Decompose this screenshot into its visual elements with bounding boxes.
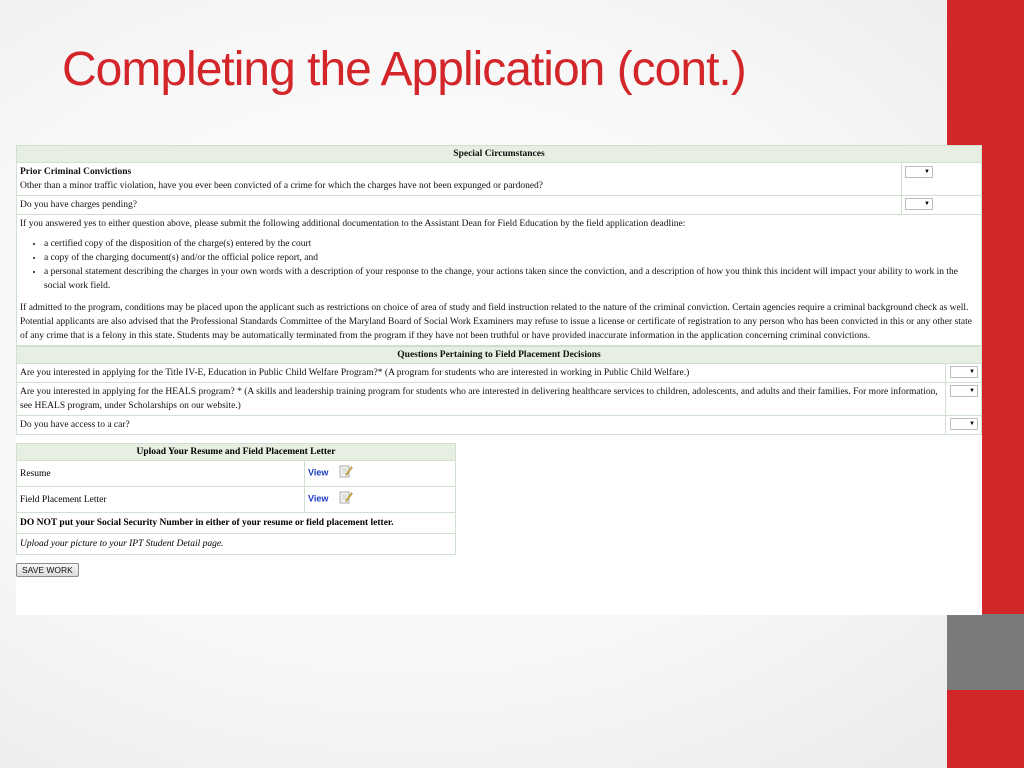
list-item: • a copy of the charging document(s) and/or the official police report, and bbox=[44, 251, 978, 265]
list-item: • a personal statement describing the charges in your own words with a description of your response to the change, your actions taken since the conviction, and a description of how you think this incident will impact your ability to work in the social work field. bbox=[44, 265, 978, 293]
resume-view-link[interactable]: View bbox=[308, 467, 329, 478]
car-access-row bbox=[17, 416, 982, 435]
heals-row bbox=[17, 383, 982, 416]
prior-convictions-title: Prior Criminal Convictions bbox=[20, 167, 132, 177]
title-ive-question: Are you interested in applying for the Title IV-E, Education in Public Child Welfare Program?* (A program for students who are interested in working in Public Child Welfare.) bbox=[17, 364, 946, 383]
dropdown-arrow-icon: ▼ bbox=[924, 169, 930, 175]
resume-label: Resume bbox=[17, 461, 305, 487]
dropdown-arrow-icon: ▼ bbox=[924, 201, 930, 207]
field-placement-header: Questions Pertaining to Field Placement Decisions bbox=[17, 347, 982, 364]
special-circumstances-table bbox=[16, 145, 982, 346]
dropdown-arrow-icon: ▼ bbox=[969, 388, 975, 394]
car-access-select[interactable] bbox=[950, 418, 978, 430]
letter-label: Field Placement Letter bbox=[17, 487, 305, 513]
resume-row bbox=[17, 461, 456, 487]
picture-note: Upload your picture to your IPT Student Detail page. bbox=[17, 534, 456, 555]
car-access-question: Do you have access to a car? bbox=[17, 416, 946, 435]
prior-convictions-row bbox=[17, 163, 982, 196]
letter-row bbox=[17, 487, 456, 513]
side-gray-block bbox=[947, 614, 1024, 690]
letter-view-link[interactable]: View bbox=[308, 493, 329, 504]
field-placement-table bbox=[16, 346, 982, 435]
prior-convictions-question: Other than a minor traffic violation, have you ever been convicted of a crime for which the charges have not been expunged or pardoned? bbox=[20, 181, 544, 191]
documentation-intro: If you answered yes to either question above, please submit the following additional documentation to the Assistant Dean for Field Education by the field application deadline: bbox=[20, 219, 686, 229]
heals-select[interactable] bbox=[950, 385, 978, 397]
heals-question: Are you interested in applying for the HEALS program? * (A skills and leadership training program for students who are interested in delivering healthcare services to children, adolescents, and adults and their families. For more information, see HEALS program, under Scholarships on our website.) bbox=[17, 383, 946, 416]
list-item: • a certified copy of the disposition of the charge(s) entered by the court bbox=[44, 237, 978, 251]
prior-convictions-select[interactable] bbox=[905, 166, 933, 178]
charges-pending-question: Do you have charges pending? bbox=[17, 196, 902, 215]
title-ive-select[interactable] bbox=[950, 366, 978, 378]
dropdown-arrow-icon: ▼ bbox=[969, 421, 975, 427]
documentation-list bbox=[20, 237, 978, 293]
special-circumstances-header: Special Circumstances bbox=[17, 146, 982, 163]
edit-document-icon[interactable] bbox=[339, 464, 353, 483]
edit-document-icon[interactable] bbox=[339, 490, 353, 509]
documentation-row bbox=[17, 215, 982, 346]
title-ive-row bbox=[17, 364, 982, 383]
charges-pending-row bbox=[17, 196, 982, 215]
upload-header: Upload Your Resume and Field Placement Letter bbox=[17, 444, 456, 461]
charges-pending-select[interactable] bbox=[905, 198, 933, 210]
dropdown-arrow-icon: ▼ bbox=[969, 369, 975, 375]
upload-table bbox=[16, 443, 456, 555]
save-work-button[interactable]: SAVE WORK bbox=[16, 563, 79, 577]
ssn-warning: DO NOT put your Social Security Number in either of your resume or field placement letter. bbox=[17, 513, 456, 534]
conditions-notice: If admitted to the program, conditions may be placed upon the applicant such as restrictions on choice of area of study and field instruction related to the nature of the criminal conviction. Certain agencies require a criminal background check as well. Potential applicants are also advised that the Professional Standards Committee of the Maryland Board of Social Work Examiners may refuse to issue a license or certificate of registration to any person who has been convicted in this or any other state of any crime that is a felony in this state. Students may be automatically terminated from the program if they have not been truthful or have provided inaccurate information in the application concerning criminal convictions. bbox=[20, 303, 972, 341]
application-form-screenshot bbox=[16, 145, 982, 615]
slide-title: Completing the Application (cont.) bbox=[62, 43, 746, 96]
